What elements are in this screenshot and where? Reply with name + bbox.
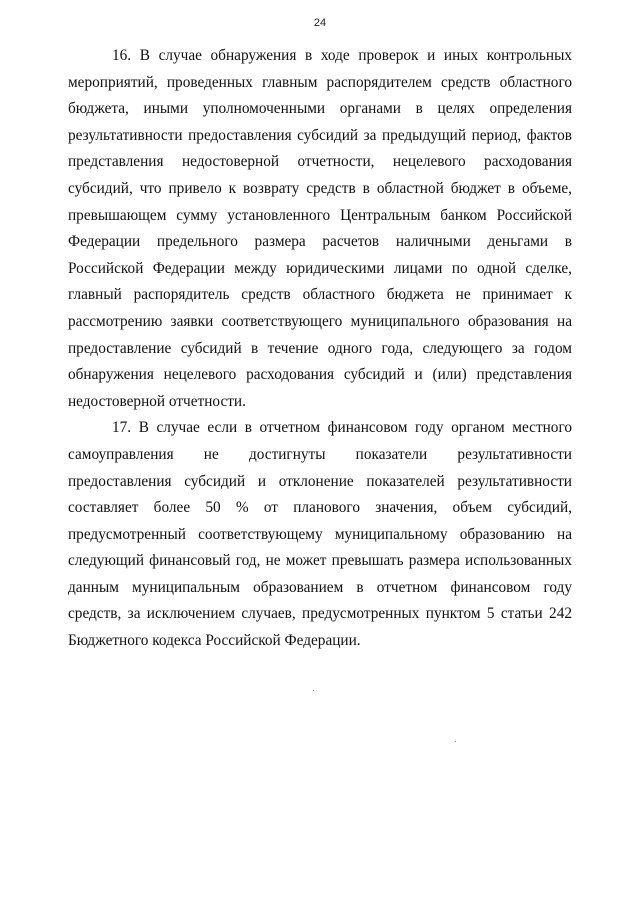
paragraph-16: 16. В случае обнаружения в ходе проверок и иных контрольных мероприятий, проведенных главным распорядителем средств областного бюджета, иными уполномоченными органами в целях определения результативности предоставления субсидий за предыдущий период, фактов представления недостоверной отчетности, нецелевого расходования субсидий, что привело к возврату средств в областной бюджет в объеме, превышающем сумму установленного Центральным банком Российской Федерации предельного размера расчетов наличными деньгами в Российской Федерации между юридическими лицами по одной сделке, главный распорядитель средств областного бюджета не принимает к рассмотрению заявки соответствующего муниципального образования на предоставление субсидий в течение одного года, следующего за годом обнаружения нецелевого расходования субсидий и (или) представления недостоверной отчетности. xyxy=(68,47,572,410)
page-number: 24 xyxy=(313,17,327,29)
scan-speck xyxy=(455,741,456,742)
scan-speck xyxy=(313,690,314,691)
paragraph-17: 17. В случае если в отчетном финансовом году органом местного самоуправления не достигнуты показатели результативности предоставления субсидий и отклонение показателей результативности составляет более 50 % от планового значения, объем субсидий, предусмотренный соответствующему муниципальному образованию на следующий финансовый год, не может превышать размера использованных данным муниципальным образованием в отчетном финансовом году средств, за исключением случаев, предусмотренных пунктом 5 статьи 242 Бюджетного кодекса Российской Федерации. xyxy=(68,419,572,650)
document-body xyxy=(68,43,572,655)
